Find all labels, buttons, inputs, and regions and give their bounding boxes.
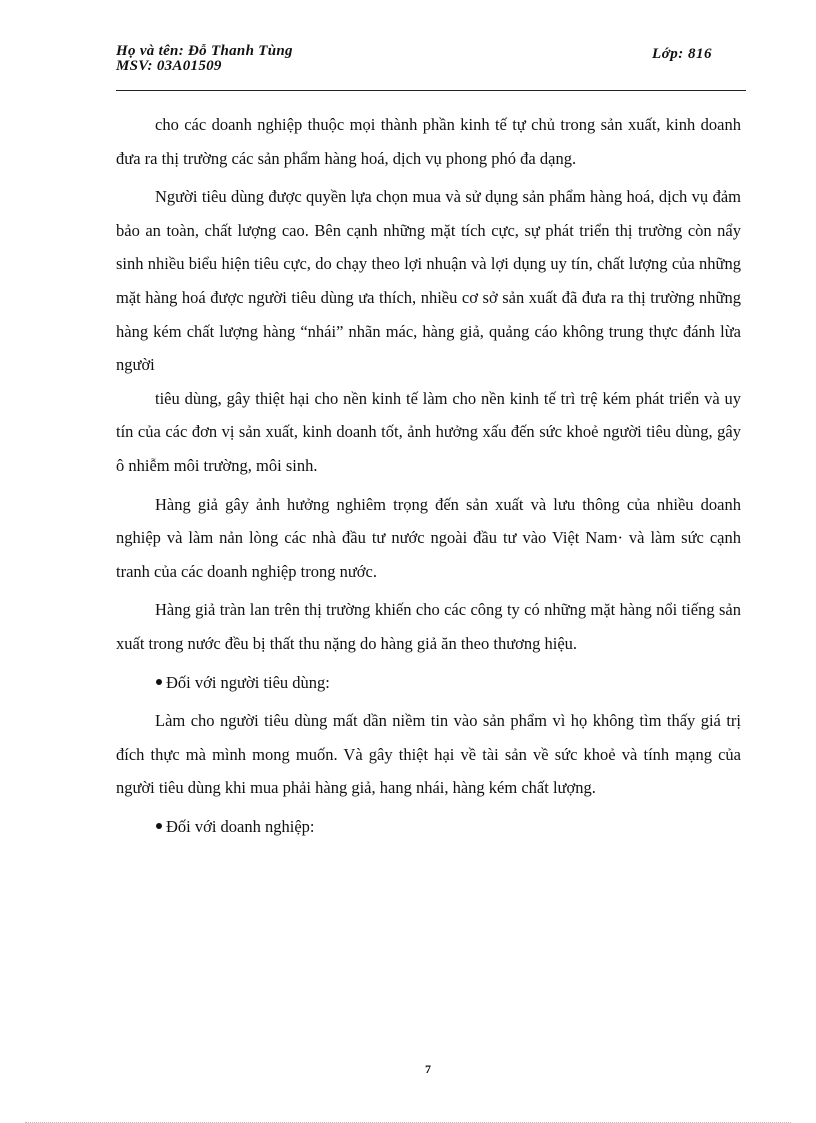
page-header xyxy=(116,44,746,91)
paragraph: Làm cho người tiêu dùng mất dần niềm tin vào sản phẩm vì họ không tìm thấy giá trị đích thực mà mình mong muốn. Và gây thiệt hại về tài sản về sức khoẻ và tính mạng của người tiêu dùng khi mua phải hàng giả, hang nhái, hàng kém chất lượng. xyxy=(116,711,741,798)
bullet-dot-icon xyxy=(156,679,162,685)
page-number: 7 xyxy=(425,1062,431,1076)
paragraph: Người tiêu dùng được quyền lựa chọn mua và sử dụng sản phẩm hàng hoá, dịch vụ đảm bảo an toàn, chất lượng cao. Bên cạnh những mặt tích cực, sự phát triển thị trường còn nẩy sinh nhiều biểu hiện tiêu cực, do chạy theo lợi nhuận và lợi dụng uy tín, chất lượng của những mặt hàng hoá được người tiêu dùng ưa thích, nhiều cơ sở sản xuất đã đưa ra thị trường những hàng kém chất lượng hàng “nhái” nhãn mác, hàng giả, quảng cáo không trung thực đánh lừa người xyxy=(116,187,741,375)
bullet-text: Đối với người tiêu dùng: xyxy=(166,672,330,692)
class-label: Lớp: 816 xyxy=(652,46,712,62)
paragraph: Hàng giả tràn lan trên thị trường khiến cho các công ty có những mặt hàng nổi tiếng sản xuất trong nước đều bị thất thu nặng do hàng giả ăn theo thương hiệu. xyxy=(116,600,741,653)
bullet-text: Đối với doanh nghiệp: xyxy=(166,816,315,836)
paragraph: tiêu dùng, gây thiệt hại cho nền kinh tế làm cho nền kinh tế trì trệ kém phát triển và uy tín của các đơn vị sản xuất, kinh doanh tốt, ảnh hưởng xấu đến sức khoẻ người tiêu dùng, gây ô nhiễm môi trường, môi sinh. xyxy=(116,388,741,475)
paragraph: cho các doanh nghiệp thuộc mọi thành phần kinh tế tự chủ trong sản xuất, kinh doanh đưa ra thị trường các sản phẩm hàng hoá, dịch vụ phong phó đa dạng. xyxy=(116,115,741,168)
author-block xyxy=(116,44,293,74)
paragraph: Hàng giả gây ảnh hưởng nghiêm trọng đến sản xuất và lưu thông của nhiều doanh nghiệp và làm nản lòng các nhà đầu tư nước ngoài đầu tư vào Việt Nam· và làm sức cạnh tranh của các doanh nghiệp trong nước. xyxy=(116,494,741,581)
document-body xyxy=(116,108,741,843)
student-id: MSV: 03A01509 xyxy=(116,58,222,74)
bullet-item-enterprises xyxy=(116,810,741,844)
author-name: Họ và tên: Đỗ Thanh Tùng xyxy=(116,43,293,59)
bullet-item-consumers xyxy=(116,666,741,700)
bullet-dot-icon xyxy=(156,823,162,829)
